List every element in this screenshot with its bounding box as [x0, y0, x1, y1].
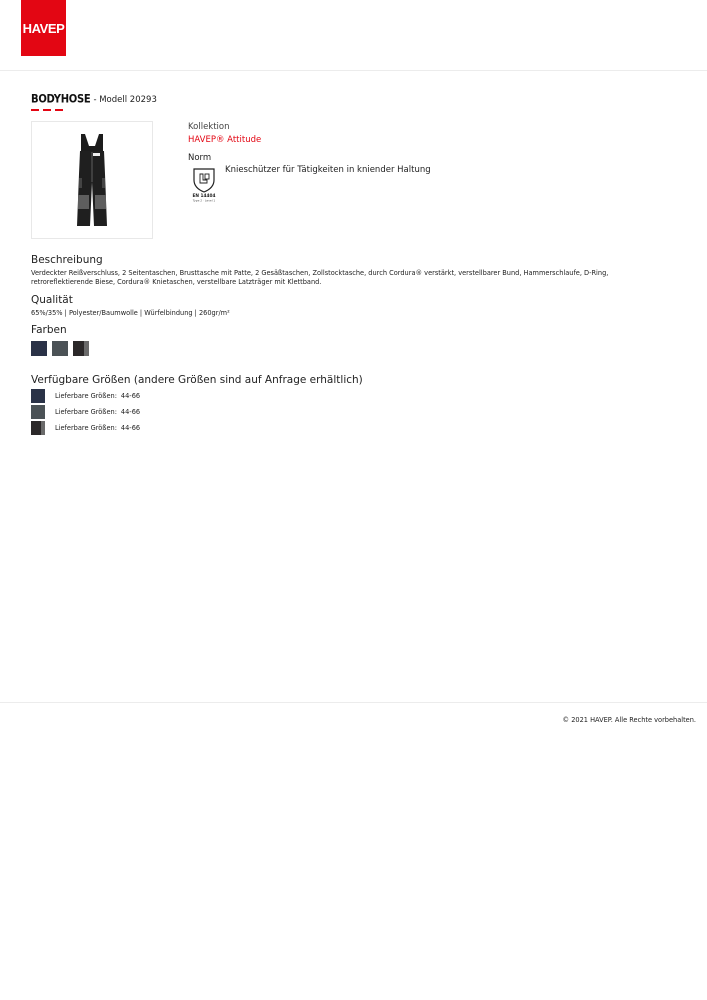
size-label: Lieferbare Größen: [55, 392, 117, 400]
qualitaet-title: Qualität [31, 294, 73, 306]
knee-protection-pictogram-icon [190, 166, 218, 204]
size-color-swatch [31, 405, 45, 419]
norm-label: Norm [188, 153, 212, 163]
size-color-swatch [31, 421, 45, 435]
bib-overall-garment-icon [32, 122, 152, 238]
size-label: Lieferbare Größen: [55, 424, 117, 432]
norm-badge-sub: Type 2 · Level 1 [192, 198, 216, 203]
product-model: - Modell 20293 [93, 95, 157, 105]
size-value: 44-66 [120, 424, 141, 432]
size-row [31, 421, 140, 435]
size-row [31, 389, 140, 403]
groessen-title: Verfügbare Größen (andere Größen sind auf Anfrage erhältlich) [31, 374, 363, 386]
title-underline-dashes [31, 109, 63, 111]
qualitaet-text: 65%/35% | Polyester/Baumwolle | Würfelbindung | 260gr/m² [31, 309, 230, 317]
size-value: 44-66 [120, 408, 141, 416]
kollektion-label: Kollektion [188, 122, 230, 132]
beschreibung-title: Beschreibung [31, 254, 103, 266]
farben-title: Farben [31, 324, 67, 336]
product-name: BODYHOSE [31, 93, 91, 106]
size-row [31, 405, 140, 419]
footer-divider [0, 702, 707, 703]
page-header [0, 0, 707, 71]
color-swatch[interactable] [73, 341, 89, 356]
size-value: 44-66 [120, 392, 141, 400]
copyright-text: © 2021 HAVEP. Alle Rechte vorbehalten. [562, 716, 696, 724]
norm-badge-code: EN 14404 [192, 194, 216, 199]
kollektion-link[interactable]: HAVEP® Attitude [188, 135, 262, 145]
size-label: Lieferbare Größen: [55, 408, 117, 416]
havep-logo[interactable]: HAVEP [21, 0, 66, 56]
size-color-swatch [31, 389, 45, 403]
beschreibung-text: Verdeckter Reißverschluss, 2 Seitentaschen, Brusttasche mit Patte, 2 Gesäßtaschen, Zollstocktasche, durch Cordura® verstärkt, verstellbarer Bund, Hammerschlaufe, D-Ring, retroreflektierende Biese, Cordura® Knietaschen, verstellbare Latzträger mit Klettband. [31, 269, 609, 286]
color-swatches [31, 341, 89, 356]
color-swatch[interactable] [52, 341, 68, 356]
color-swatch[interactable] [31, 341, 47, 356]
product-image[interactable] [31, 121, 153, 239]
norm-description: Knieschützer für Tätigkeiten in kniender Haltung [225, 165, 431, 175]
product-title [31, 94, 157, 105]
